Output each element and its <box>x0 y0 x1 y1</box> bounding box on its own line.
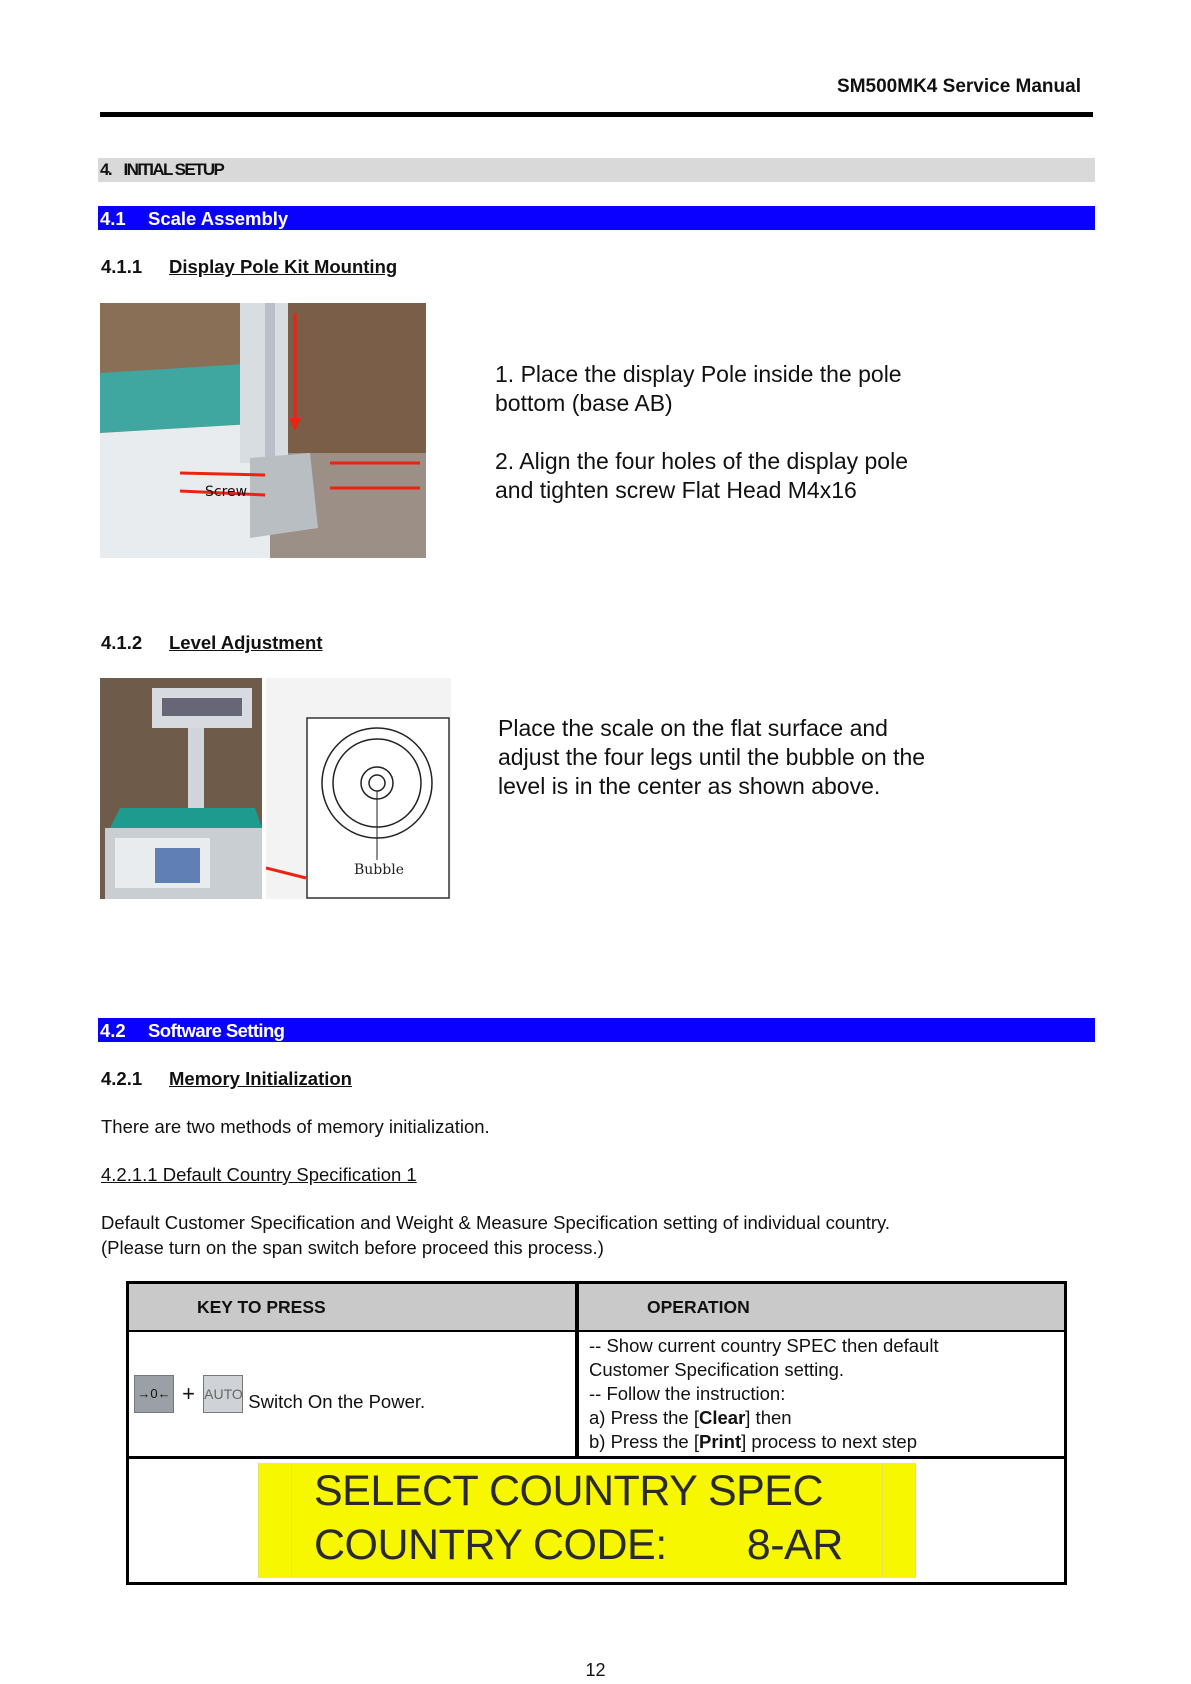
lcd-grid-right <box>882 1463 916 1578</box>
operation-lines: -- Show current country SPEC then default Customer Specification setting. -- Follow the instruction: <box>588 1335 939 1404</box>
subsection-4-1-1-heading <box>101 256 397 278</box>
table-row <box>128 1331 1066 1458</box>
subsection-number: 4.2.1 <box>101 1068 143 1089</box>
table-header-key <box>128 1283 577 1332</box>
manual-title: SM500MK4 Service Manual <box>837 76 1081 97</box>
lcd-cell <box>128 1458 1066 1584</box>
section-number: 4. <box>100 160 111 179</box>
subsection-number: 4.1.1 <box>101 256 143 277</box>
section-heading-band <box>98 158 1095 182</box>
default-spec-description: Default Customer Specification and Weight & Measure Specification setting of individual country. (Please turn on the span switch before proceed this process.) <box>101 1212 891 1258</box>
pole-mounting-photo <box>100 303 426 558</box>
page-number: 12 <box>585 1660 606 1680</box>
key-action-text: Switch On the Power. <box>248 1391 426 1412</box>
level-adjustment-instructions: Place the scale on the flat surface and adjust the four legs until the bubble on the level is in the center as shown above. <box>498 715 926 799</box>
operation-header-label: OPERATION <box>646 1296 750 1317</box>
lcd-display <box>258 1463 916 1578</box>
key-header-label: KEY TO PRESS <box>197 1296 326 1317</box>
table-row <box>128 1458 1066 1584</box>
section-4-2-number: 4.2 <box>100 1020 126 1041</box>
step-a-pre: a) Press the [ <box>588 1407 699 1428</box>
subsection-4-2-1-heading <box>101 1068 352 1090</box>
key-operation-table <box>126 1281 1067 1585</box>
subsection-number: 4.1.2 <box>101 632 143 653</box>
lcd-line-1: SELECT COUNTRY SPEC <box>314 1467 824 1515</box>
lcd-grid-left <box>258 1463 292 1578</box>
scale-illustration <box>100 678 262 899</box>
bubble-level-illustration <box>266 678 451 899</box>
section-heading <box>100 160 223 180</box>
section-title: INITIAL SETUP <box>123 160 224 179</box>
lcd-line-2: COUNTRY CODE: 8-AR <box>314 1521 843 1569</box>
print-key-label: Print <box>699 1431 742 1452</box>
zero-key-icon: →0← <box>134 1375 174 1413</box>
screw-label: Screw <box>205 484 248 500</box>
auto-key-icon: AUTO <box>203 1375 243 1413</box>
step-a-post: ] then <box>745 1407 792 1428</box>
section-4-1-heading <box>100 208 288 230</box>
bubble-level-diagram <box>266 678 451 899</box>
pole-mounting-illustration <box>100 303 426 558</box>
operation-cell <box>577 1331 1066 1458</box>
bubble-label: Bubble <box>354 862 404 878</box>
section-4-1-number: 4.1 <box>100 208 126 229</box>
step-b-pre: b) Press the [ <box>588 1431 699 1452</box>
clear-key-label: Clear <box>699 1407 746 1428</box>
section-4-2-title: Software Setting <box>148 1020 285 1041</box>
operation-text <box>579 1332 1064 1456</box>
section-4-2-band <box>98 1018 1095 1042</box>
subsection-title: Level Adjustment <box>169 632 323 653</box>
subsection-title: Display Pole Kit Mounting <box>169 256 398 277</box>
key-cell <box>128 1331 577 1458</box>
step-b-post: ] process to next step <box>741 1431 917 1452</box>
header-rule <box>100 112 1093 117</box>
pole-mounting-instructions: 1. Place the display Pole inside the pole bottom (base AB) 2. Align the four holes of the display pole and tighten screw Flat Head M4x16 <box>495 361 909 503</box>
plus-sign: + <box>182 1381 195 1406</box>
table-header-operation <box>577 1283 1066 1332</box>
memory-init-intro: There are two methods of memory initialization. <box>101 1116 490 1137</box>
section-4-2-heading <box>100 1020 284 1042</box>
default-country-spec-heading: 4.2.1.1 Default Country Specification 1 <box>101 1164 417 1185</box>
level-scale-photo <box>100 678 262 899</box>
subsection-title: Memory Initialization <box>169 1068 352 1089</box>
subsection-4-1-2-heading <box>101 632 323 654</box>
section-4-1-band <box>98 206 1095 230</box>
section-4-1-title: Scale Assembly <box>148 208 289 229</box>
